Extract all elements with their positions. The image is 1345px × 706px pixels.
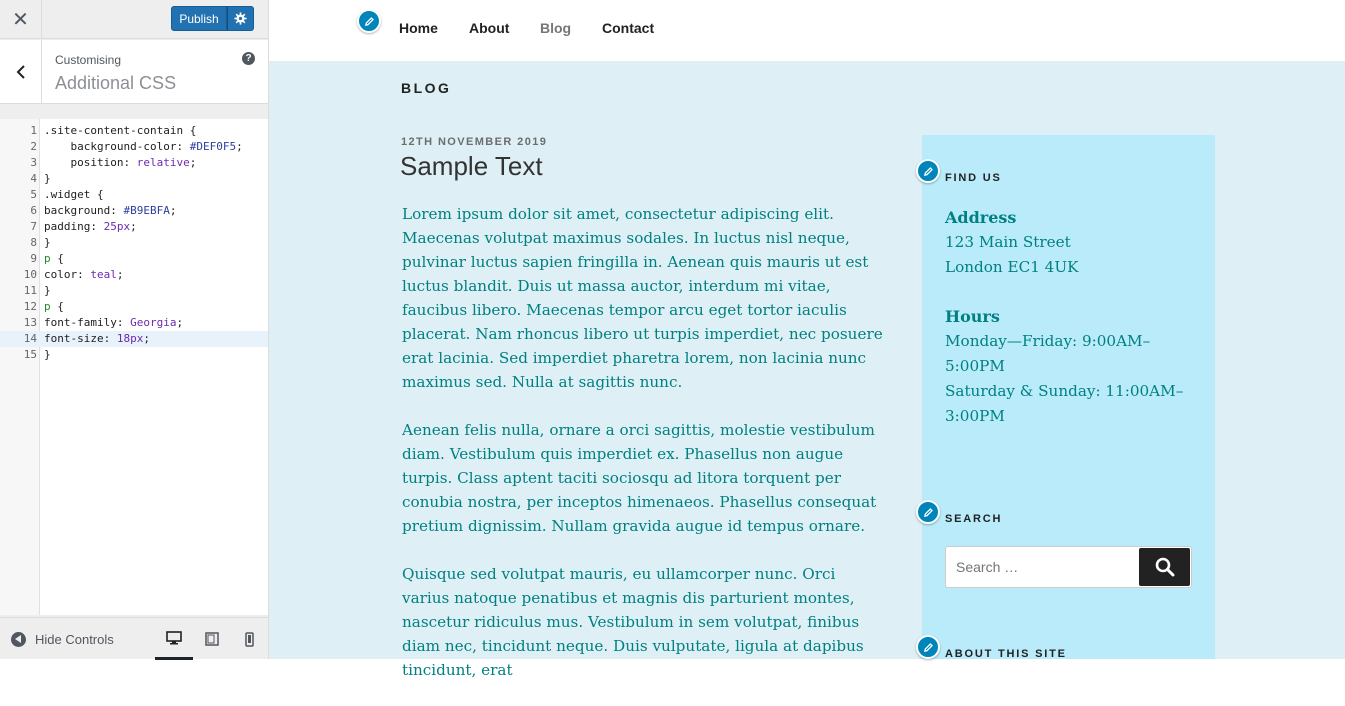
search-form [945, 546, 1192, 588]
line-number: 13 [23, 316, 37, 329]
mobile-icon [245, 632, 254, 647]
preview-mobile-button[interactable] [230, 618, 268, 660]
gear-icon [234, 12, 247, 25]
widget-title-search: SEARCH [945, 513, 1003, 525]
line-number: 11 [23, 284, 37, 297]
post-title[interactable]: Sample Text [400, 151, 543, 181]
section-title: Additional CSS [55, 73, 177, 93]
code-text: .site-content-contain { [44, 124, 197, 137]
post-date[interactable]: 12TH NOVEMBER 2019 [401, 136, 548, 148]
code-text: } [44, 172, 51, 185]
help-icon[interactable]: ? [242, 52, 255, 65]
edit-menu-shortcut[interactable] [357, 9, 381, 33]
main-menu [399, 20, 654, 36]
pencil-icon [923, 507, 934, 518]
code-line[interactable] [0, 155, 268, 171]
site-preview [269, 0, 1345, 679]
code-line[interactable] [0, 235, 268, 251]
widget-sidebar [922, 135, 1215, 659]
nav-blog[interactable]: Blog [540, 20, 572, 36]
post-paragraph: Quisque sed volutpat mauris, eu ullamcorper nunc. Orci varius natoque penatibus et magnis dis parturient montes, nascetur ridiculus mus. Vestibulum in sem volutpat, finibus diam nec, tincidunt neque. Duis vulputate, ligula at dapibus tincidunt, erat [402, 565, 864, 679]
css-code-editor[interactable] [0, 119, 268, 615]
publish-settings-button[interactable] [227, 6, 254, 31]
line-number: 1 [30, 124, 37, 137]
search-submit-button[interactable] [1139, 548, 1190, 586]
hours-line: 5:00PM [945, 357, 1005, 375]
site-navigation [269, 0, 1345, 61]
code-line[interactable] [0, 171, 268, 187]
code-text: } [44, 236, 51, 249]
post-paragraph: Lorem ipsum dolor sit amet, consectetur adipiscing elit. Maecenas volutpat maximus sodales. In luctus nisl neque, pulvinar luctus sapien fringilla in. Aenean quis mauris ut est luctus blandit. Duis ut massa auctor, interdum mi vitae, faucibus libero. Maecenas tempor arcu eget tortor iaculis placerat. Nam rhoncus libero ut turpis imperdiet, nec posuere erat lacinia. Sed imperdiet pharetra lorem, non lacinia nunc maximus sed. Nulla at sagittis nunc. [402, 205, 883, 391]
customizer-sidebar [0, 0, 269, 659]
customizer-header [0, 0, 268, 39]
code-line[interactable] [0, 315, 268, 331]
code-text: } [44, 348, 51, 361]
widget-title-about: ABOUT THIS SITE [945, 648, 1067, 660]
customizer-footer [0, 617, 268, 659]
hours-line: 3:00PM [945, 407, 1005, 425]
hours-heading: Hours [945, 307, 1000, 326]
line-number: 8 [30, 236, 37, 249]
pencil-icon [364, 16, 375, 27]
publish-button[interactable]: Publish [171, 6, 227, 31]
close-customizer-button[interactable] [0, 0, 42, 39]
code-text: p { [44, 300, 64, 313]
widget-title-find-us: FIND US [945, 172, 1002, 184]
address-line: London EC1 4UK [945, 258, 1079, 276]
code-line[interactable] [0, 123, 268, 139]
hours-line: Monday—Friday: 9:00AM– [945, 332, 1151, 350]
code-line[interactable] [0, 283, 268, 299]
code-text: font-family: Georgia; [44, 316, 184, 329]
hide-controls-label: Hide Controls [35, 631, 114, 647]
search-icon [1155, 557, 1175, 577]
pencil-icon [923, 642, 934, 653]
nav-home[interactable]: Home [399, 20, 438, 36]
nav-contact[interactable]: Contact [602, 20, 655, 36]
back-button[interactable] [0, 40, 42, 104]
line-number: 9 [30, 252, 37, 265]
line-number: 10 [23, 268, 37, 281]
edit-widget-search[interactable] [916, 500, 940, 524]
line-number: 15 [23, 348, 37, 361]
code-text: p { [44, 252, 64, 265]
line-number: 14 [23, 332, 37, 345]
code-text: position: relative; [44, 156, 197, 169]
code-text: .widget { [44, 188, 104, 201]
line-number: 7 [30, 220, 37, 233]
code-line[interactable] [0, 347, 268, 363]
line-number: 2 [30, 140, 37, 153]
hours-line: Saturday & Sunday: 11:00AM– [945, 382, 1184, 400]
section-header [0, 40, 268, 104]
code-line[interactable] [0, 267, 268, 283]
code-line[interactable] [0, 139, 268, 155]
tablet-icon [205, 632, 219, 646]
code-text: color: teal; [44, 268, 124, 281]
post-content [402, 202, 887, 706]
preview-tablet-button[interactable] [193, 618, 231, 660]
line-number: 6 [30, 204, 37, 217]
line-number: 4 [30, 172, 37, 185]
publish-group [171, 6, 254, 31]
code-line[interactable] [0, 299, 268, 315]
collapse-icon [11, 632, 26, 647]
code-text: font-size: 18px; [44, 332, 150, 345]
code-line[interactable] [0, 331, 268, 347]
address-line: 123 Main Street [945, 233, 1071, 251]
code-text: background: #B9EBFA; [44, 204, 177, 217]
post-paragraph: Aenean felis nulla, ornare a orci sagittis, molestie vestibulum diam. Vestibulum quis imperdiet ex. Phasellus non augue turpis. Class aptent taciti sociosqu ad litora torquent per conubia nostra, per inceptos himenaeos. Phasellus consequat pretium dignissim. Nullam gravida augue id tempus ornare. [402, 421, 877, 535]
page-title: BLOG [401, 80, 452, 96]
edit-widget-about[interactable] [916, 635, 940, 659]
line-number: 3 [30, 156, 37, 169]
code-text: background-color: #DEF0F5; [44, 140, 243, 153]
search-input[interactable] [956, 547, 1131, 587]
close-icon: ✕ [12, 8, 29, 31]
line-number: 5 [30, 188, 37, 201]
preview-desktop-button[interactable] [155, 618, 193, 660]
code-text: padding: 25px; [44, 220, 137, 233]
code-line[interactable] [0, 203, 268, 219]
line-number: 12 [23, 300, 37, 313]
code-line[interactable] [0, 219, 268, 235]
edit-widget-find-us[interactable] [916, 159, 940, 183]
chevron-left-icon [16, 65, 26, 79]
pencil-icon [923, 166, 934, 177]
desktop-icon [166, 631, 182, 645]
code-text: } [44, 284, 51, 297]
code-line[interactable] [0, 187, 268, 203]
breadcrumb: Customising [55, 53, 122, 67]
hide-controls-button[interactable] [11, 618, 114, 660]
nav-about[interactable]: About [469, 20, 510, 36]
address-heading: Address [945, 208, 1017, 227]
code-line[interactable] [0, 251, 268, 267]
